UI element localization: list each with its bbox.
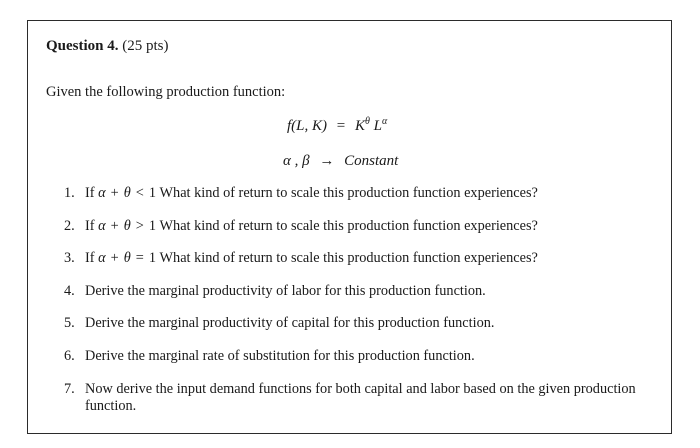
question-list (64, 185, 664, 415)
constant-arrow: → (319, 153, 335, 169)
item-operator: < (135, 185, 144, 201)
item-one: 1 (148, 185, 156, 201)
item-theta: θ (123, 217, 131, 234)
item-prefix: If (85, 250, 95, 267)
item-theta: θ (123, 185, 131, 201)
item-number: 6. (64, 347, 75, 364)
item-text: What kind of return to scale this production function experiences? (159, 185, 538, 201)
item-alpha: α (98, 250, 106, 267)
constant-vars: α , β (283, 153, 310, 169)
item-alpha: α (98, 217, 106, 234)
list-item (64, 315, 664, 348)
list-item (64, 283, 664, 316)
item-number: 3. (64, 250, 75, 267)
item-text: Now derive the input demand functions for both capital and labor based on the given production function. (85, 380, 636, 414)
item-text: Derive the marginal rate of substitution for this production function. (85, 347, 475, 364)
item-text: What kind of return to scale this production function experiences? (159, 250, 538, 267)
item-number: 1. (64, 185, 75, 201)
question-points: (25 pts) (122, 38, 169, 54)
item-plus: + (110, 217, 119, 234)
item-number: 4. (64, 282, 75, 299)
list-item (64, 348, 664, 381)
item-plus: + (110, 185, 119, 201)
equation-exp-alpha: α (382, 116, 388, 127)
item-alpha: α (98, 185, 106, 201)
equation-exp-theta: θ (365, 116, 370, 127)
list-item (64, 185, 664, 218)
equation-equals: = (336, 118, 346, 134)
item-theta: θ (123, 250, 131, 267)
item-one: 1 (148, 250, 156, 267)
item-number: 2. (64, 217, 75, 234)
intro-text: Given the following production function: (46, 84, 286, 100)
item-operator: = (135, 250, 144, 267)
question-heading (46, 38, 169, 55)
item-text: Derive the marginal productivity of labor for this production function. (85, 282, 486, 299)
item-plus: + (110, 250, 119, 267)
item-one: 1 (148, 217, 156, 234)
list-item (64, 381, 664, 415)
list-item (64, 250, 664, 283)
equation-base-k: K (354, 118, 365, 134)
item-text: Derive the marginal productivity of capital for this production function. (85, 315, 495, 332)
item-number: 7. (64, 380, 75, 397)
list-item (64, 218, 664, 251)
item-prefix: If (85, 185, 95, 201)
constant-word: Constant (344, 153, 399, 169)
item-operator: > (135, 217, 144, 234)
constant-statement (283, 153, 398, 170)
production-function-equation (287, 118, 387, 135)
equation-lhs: f(L, K) (287, 118, 328, 134)
item-prefix: If (85, 217, 95, 234)
question-label: Question 4. (46, 38, 119, 54)
item-number: 5. (64, 315, 75, 332)
item-text: What kind of return to scale this production function experiences? (159, 217, 538, 234)
equation-base-l: L (373, 118, 383, 134)
